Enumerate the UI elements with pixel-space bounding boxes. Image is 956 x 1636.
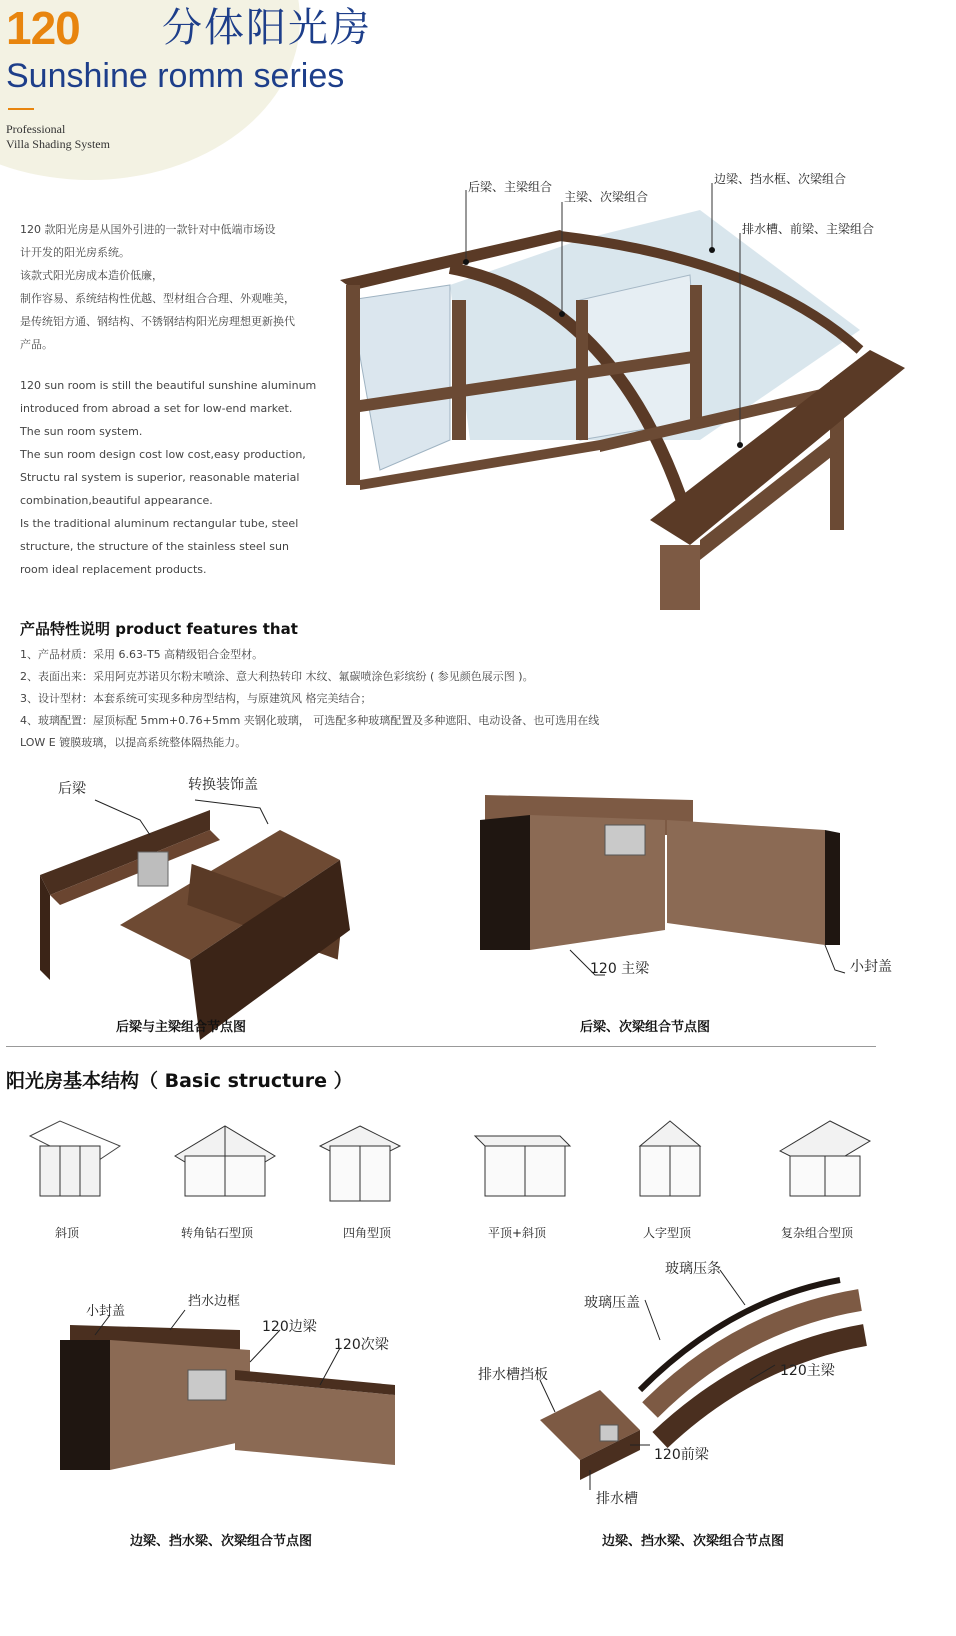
label-water-frame: 挡水边框 (188, 1294, 241, 1309)
label-drain-plate: 排水槽挡板 (478, 1367, 548, 1383)
front-post (660, 545, 700, 610)
basic-structure-title: 阳光房基本结构（ Basic structure ） (6, 1070, 353, 1092)
side-beam-end (60, 1340, 110, 1470)
intro-cn-line: 产品。 (20, 338, 53, 351)
secondary-beam (667, 820, 825, 945)
intro-cn-line: 该款式阳光房成本造价低廉， (20, 269, 163, 282)
node3-caption: 边梁、挡水梁、次梁组合节点图 (130, 1534, 313, 1549)
type-icon-corner-diamond (175, 1126, 275, 1196)
node4-caption: 边梁、挡水梁、次梁组合节点图 (602, 1534, 785, 1549)
type-icon-four-corner (320, 1126, 400, 1201)
node2-caption: 后梁、次梁组合节点图 (580, 1020, 711, 1035)
intro-en-line: The sun room system. (20, 425, 143, 438)
intro-cn-line: 计开发的阳光房系统。 (20, 246, 130, 259)
type-label: 转角钻石型顶 (180, 1226, 253, 1240)
intro-cn-line: 120 款阳光房是从国外引进的一款针对中低端市场设 (20, 223, 276, 236)
bracket (605, 825, 645, 855)
callout-side-water-secondary: 边梁、挡水框、次梁组合 (714, 172, 847, 186)
callout-leader (540, 1380, 555, 1412)
type-icon-slanted (30, 1121, 120, 1196)
label-rear-beam: 后梁 (58, 781, 86, 797)
label-drain: 排水槽 (596, 1491, 638, 1507)
callout-leader (95, 800, 150, 835)
page-title-en: Sunshine romm series (6, 57, 345, 95)
node2-illustration (475, 795, 855, 975)
glass-panel (350, 285, 450, 470)
label-main-beam: 120主梁 (780, 1363, 835, 1379)
intro-en-line: structure, the structure of the stainless steel sun (20, 540, 289, 553)
label-small-cap: 小封盖 (86, 1304, 126, 1319)
intro-en-line: combination,beautiful appearance. (20, 494, 213, 507)
features-title: 产品特性说明 product features that (20, 620, 298, 638)
callout-dot (463, 259, 469, 265)
intro-en-line: room ideal replacement products. (20, 563, 207, 576)
feature-item: LOW E 镀膜玻璃，以提高系统整体隔热能力。 (20, 736, 247, 749)
label-glass-bead: 玻璃压条 (665, 1261, 721, 1277)
intro-en-line: Structu ral system is superior, reasonable material (20, 471, 300, 484)
side-beam-face (110, 1340, 250, 1470)
type-icon-gable (640, 1121, 700, 1196)
subtitle-line1: Professional (6, 122, 66, 136)
callout-rear-main: 后梁、主梁组合 (468, 180, 553, 194)
type-label: 平顶+斜顶 (487, 1226, 547, 1240)
type-icon-complex (780, 1121, 870, 1196)
type-icon-flat-slanted (475, 1136, 570, 1196)
features-list (20, 644, 660, 754)
callout-leader (825, 945, 845, 973)
feature-item: 3、设计型材：本套系统可实现多种房型结构，与原建筑风 格完美结合； (20, 692, 372, 705)
intro-en-line: Is the traditional aluminum rectangular tube, steel (20, 517, 299, 530)
secondary-beam-end (825, 830, 840, 945)
type-label: 四角型顶 (342, 1226, 391, 1240)
structure-types-row (10, 1106, 910, 1216)
post (346, 285, 360, 485)
feature-item: 4、玻璃配置：屋顶标配 5mm+0.76+5mm 夹钢化玻璃， 可选配多种玻璃配置及多种遮阳、电动设备、也可选用在线 (20, 714, 600, 727)
node1-illustration (20, 780, 380, 1040)
subtitle-line2: Villa Shading System (6, 137, 110, 151)
bracket (188, 1370, 226, 1400)
bracket (138, 852, 168, 886)
node4-illustration (480, 1260, 880, 1520)
type-label: 人字型顶 (642, 1226, 691, 1240)
intro-cn-line: 是传统铝方通、钢结构、不锈钢结构阳光房理想更新换代 (20, 315, 295, 328)
callout-leader (170, 1310, 185, 1330)
callout-dot (737, 442, 743, 448)
bracket (600, 1425, 618, 1441)
callout-main-secondary: 主梁、次梁组合 (564, 190, 649, 204)
intro-en-line: The sun room design cost low cost,easy production, (20, 448, 306, 461)
label-glass-cover: 玻璃压盖 (584, 1295, 640, 1311)
type-label: 斜顶 (54, 1226, 79, 1240)
intro-cn-line: 制作容易、系统结构性优越、型材组合合理、外观唯美， (20, 292, 295, 305)
main-beam-end (480, 815, 530, 950)
label-small-cap: 小封盖 (850, 959, 892, 975)
series-number: 120 (6, 2, 80, 54)
node1-caption: 后梁与主梁组合节点图 (116, 1020, 247, 1035)
label-side-beam: 120边梁 (262, 1319, 317, 1335)
callout-leader (720, 1270, 745, 1305)
type-label: 复杂组合型顶 (780, 1226, 853, 1240)
label-secondary-beam: 120次梁 (334, 1337, 389, 1353)
page-title-cn: 分体阳光房 (162, 5, 372, 51)
callout-leader (645, 1300, 660, 1340)
callout-dot (559, 311, 565, 317)
section-divider (6, 1046, 876, 1047)
intro-en-line: introduced from abroad a set for low-end market. (20, 402, 293, 415)
label-front-beam: 120前梁 (654, 1447, 709, 1463)
label-cover: 转换装饰盖 (188, 777, 258, 793)
feature-item: 2、表面出来：采用阿克苏诺贝尔粉末喷涂、意大利热转印 木纹、氟碳喷涂色彩缤纷 ( 参见颜色展示图 )。 (20, 670, 534, 683)
post (452, 300, 466, 440)
node3-illustration (40, 1300, 440, 1500)
label-main-beam: 120 主梁 (590, 961, 650, 977)
callout-drain-front-main: 排水槽、前梁、主梁组合 (742, 222, 875, 236)
callout-dot (709, 247, 715, 253)
feature-item: 1、产品材质：采用 6.63-T5 高精级铝合金型材。 (20, 648, 264, 661)
intro-en-line: 120 sun room is still the beautiful sunshine aluminum (20, 379, 317, 392)
